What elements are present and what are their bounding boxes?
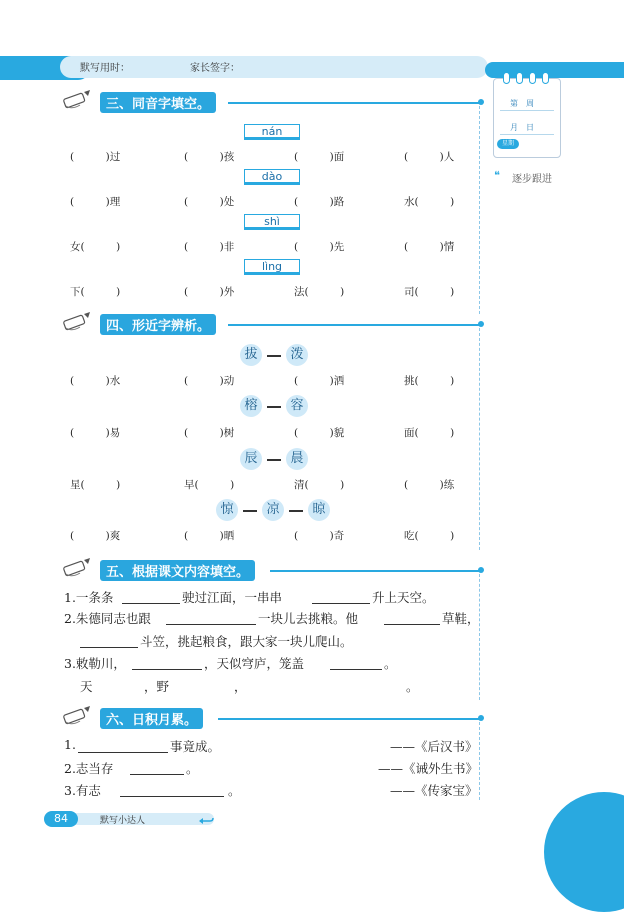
fill-text: 草鞋， — [442, 611, 480, 626]
char-connector — [267, 355, 281, 357]
sign-label: 家长签字： — [190, 63, 240, 74]
fill-item: 挑( ) — [404, 375, 455, 387]
section6-title: 六、日积月累。 — [100, 708, 203, 729]
calendar-ring-icon — [542, 72, 549, 84]
calendar-rule — [500, 134, 554, 135]
pencil-icon — [62, 310, 92, 332]
fill-item: ( )练 — [404, 479, 455, 491]
fill-item: ( )动 — [184, 375, 235, 387]
fill-text: 天 — [80, 679, 93, 694]
fill-text: 斗笠，挑起粮食，跟大家一块儿爬山。 — [140, 634, 353, 649]
char-bubble: 容 — [286, 395, 308, 417]
source-text: ——《传家宝》 — [390, 783, 478, 798]
calendar-ring-icon — [503, 72, 510, 84]
fill-item: ( )面 — [294, 151, 345, 163]
answer-blank — [166, 624, 256, 625]
answer-blank — [122, 603, 180, 604]
fill-item: 早( ) — [184, 479, 235, 491]
section-border — [470, 574, 480, 700]
pencil-icon — [62, 88, 92, 110]
fill-text: 。 — [384, 656, 397, 671]
char-bubble: 凉 — [262, 499, 284, 521]
fill-text: ，天似穹庐，笼盖 — [204, 656, 305, 671]
section-border — [470, 328, 480, 550]
calendar-week: 第 周 — [510, 99, 534, 108]
section5-title: 五、根据课文内容填空。 — [100, 560, 255, 581]
answer-blank — [120, 796, 224, 797]
source-text: ——《诫外生书》 — [378, 761, 479, 776]
fill-text: 2.志当存 — [64, 761, 114, 776]
section3-title: 三、同音字填空。 — [100, 92, 216, 113]
fill-item: ( )路 — [294, 196, 345, 208]
fill-text: ， — [234, 679, 247, 694]
answer-blank — [330, 669, 382, 670]
fill-item: 吃( ) — [404, 530, 455, 542]
fill-item: ( )晒 — [184, 530, 235, 542]
section-rule — [218, 718, 480, 720]
pencil-icon — [62, 556, 92, 578]
fill-item: ( )先 — [294, 241, 345, 253]
source-text: ——《后汉书》 — [390, 739, 478, 754]
section-rule — [270, 570, 480, 572]
footer-label: 默写小达人 — [100, 816, 146, 826]
fill-text: 。 — [406, 679, 419, 694]
section-dot — [478, 567, 484, 573]
fill-text: 。 — [228, 783, 241, 798]
char-connector — [267, 406, 281, 408]
fill-item: ( )理 — [70, 196, 121, 208]
fill-item: ( )奇 — [294, 530, 345, 542]
return-arrow-icon — [198, 812, 214, 824]
section-dot — [478, 99, 484, 105]
calendar-ring-icon — [516, 72, 523, 84]
pinyin-box: lìng — [244, 259, 300, 275]
fill-item: ( )易 — [70, 427, 121, 439]
char-bubble: 晨 — [286, 448, 308, 470]
char-bubble: 拔 — [240, 344, 262, 366]
fill-item: 星( ) — [70, 479, 121, 491]
answer-blank — [80, 647, 138, 648]
fill-item: 下( ) — [70, 286, 121, 298]
char-connector — [289, 510, 303, 512]
fill-item: 女( ) — [70, 241, 121, 253]
fill-item: 司( ) — [404, 286, 455, 298]
pinyin-box: nán — [244, 124, 300, 140]
pinyin-box: shì — [244, 214, 300, 230]
fill-item: ( )水 — [70, 375, 121, 387]
footprint-icon: ❝ — [494, 169, 500, 182]
char-bubble: 辰 — [240, 448, 262, 470]
fill-item: ( )处 — [184, 196, 235, 208]
fill-item: ( )外 — [184, 286, 235, 298]
fill-item: ( )过 — [70, 151, 121, 163]
fill-text: 事竟成。 — [170, 739, 221, 754]
fill-item: ( )孩 — [184, 151, 235, 163]
calendar-rule — [500, 110, 554, 111]
calendar-ring-icon — [529, 72, 536, 84]
side-text: 逐步跟进 — [512, 174, 552, 185]
fill-item: 面( ) — [404, 427, 455, 439]
char-bubble: 泼 — [286, 344, 308, 366]
char-bubble: 惊 — [216, 499, 238, 521]
fill-item: ( )树 — [184, 427, 235, 439]
fill-text: 1.一条条 — [64, 590, 114, 605]
pencil-icon — [62, 704, 92, 726]
answer-blank — [132, 669, 202, 670]
fill-text: 。 — [186, 761, 199, 776]
fill-item: ( )情 — [404, 241, 455, 253]
fill-item: ( )洒 — [294, 375, 345, 387]
char-connector — [243, 510, 257, 512]
section-border — [470, 106, 480, 314]
section-rule — [228, 324, 480, 326]
fill-text: 升上天空。 — [372, 590, 435, 605]
char-bubble: 晾 — [308, 499, 330, 521]
time-label: 默写用时： — [80, 63, 130, 74]
answer-blank — [78, 752, 168, 753]
fill-text: 2.朱德同志也跟 — [64, 611, 151, 626]
answer-blank — [312, 603, 370, 604]
answer-blank — [384, 624, 440, 625]
section-dot — [478, 321, 484, 327]
answer-blank — [130, 774, 184, 775]
page-number: 84 — [44, 811, 78, 827]
fill-item: ( )貌 — [294, 427, 345, 439]
fill-item: ( )非 — [184, 241, 235, 253]
calendar-day: 月 日 — [510, 123, 534, 132]
char-connector — [267, 459, 281, 461]
fill-text: 1. — [64, 737, 76, 752]
section4-title: 四、形近字辨析。 — [100, 314, 216, 335]
fill-text: ，野 — [144, 679, 170, 694]
fill-text: 3.有志 — [64, 783, 101, 798]
section-rule — [228, 102, 480, 104]
char-bubble: 榕 — [240, 395, 262, 417]
fill-text: 3.敕勒川， — [64, 656, 126, 671]
calendar-badge: 星期 — [497, 139, 519, 149]
section-dot — [478, 715, 484, 721]
fill-item: 清( ) — [294, 479, 345, 491]
pinyin-box: dào — [244, 169, 300, 185]
fill-item: 水( ) — [404, 196, 455, 208]
corner-decoration — [544, 792, 624, 912]
fill-text: 驶过江面，一串串 — [182, 590, 283, 605]
fill-item: ( )爽 — [70, 530, 121, 542]
fill-item: 法( ) — [294, 286, 345, 298]
fill-item: ( )人 — [404, 151, 455, 163]
fill-text: 一块儿去挑粮。他 — [258, 611, 359, 626]
